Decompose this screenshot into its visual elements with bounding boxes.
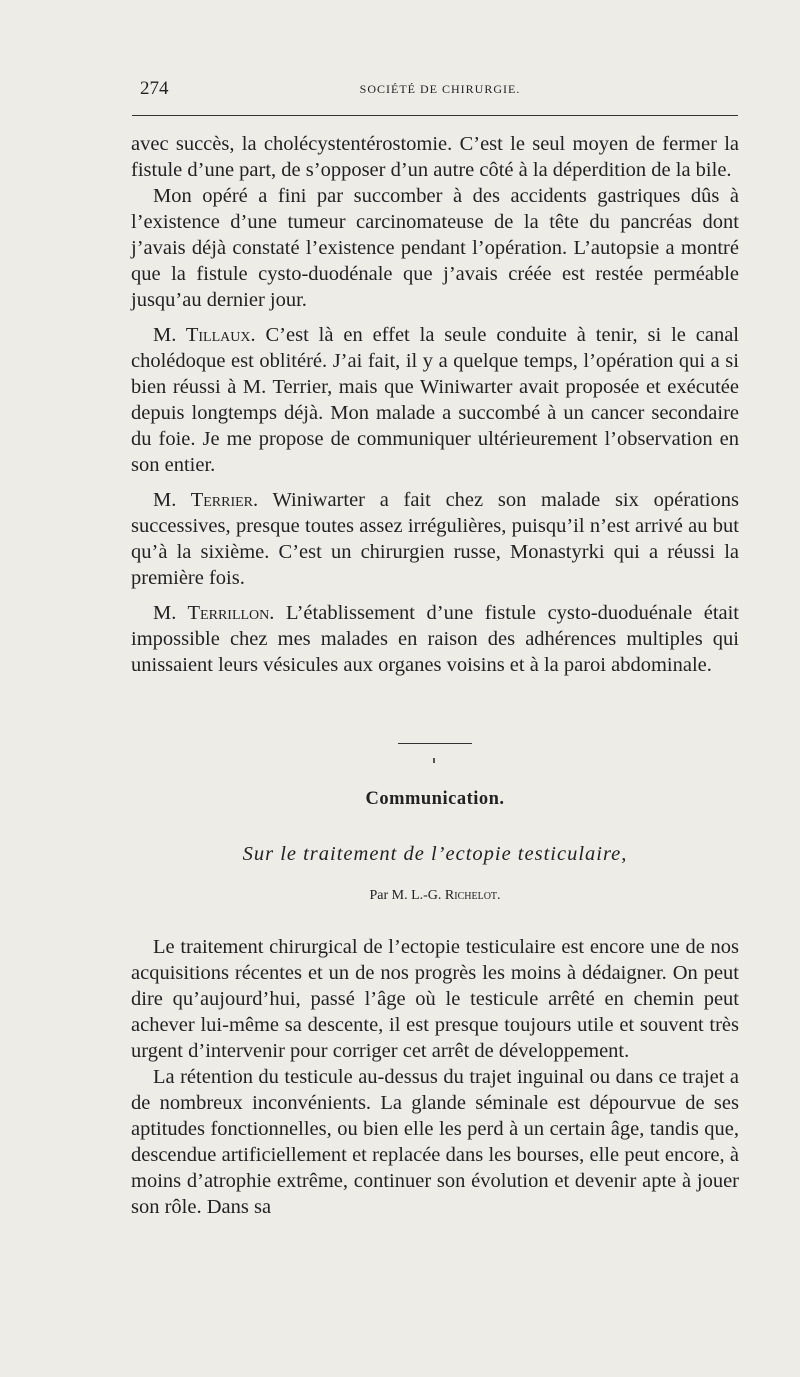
paragraph: La rétention du testicule au-dessus du trajet inguinal ou dans ce trajet a de nombreux inconvénients. La glande séminale est dépourvue de ses aptitudes fonctionnelles, ou bien elle les perd à un certain âge, tandis que, descendue artificiellement et replacée dans les bourses, elle peut encore, à moins d’atrophie extrême, continuer son évolution et devenir apte à jouer son rôle. Dans sa [131, 1066, 739, 1218]
author-name: L.-G. Richelot. [411, 888, 501, 903]
remark-text: C’est là en effet la seule conduite à tenir, si le canal cholédoque est oblitéré. J’ai fait, il y a quelque temps, l’opération qui a si bien réussi à M. Terrier, mais que Winiwarter avait proposée et exécutée depuis longtemps déjà. Mon malade a succombé à un cancer secondaire du foie. Je me propose de communiquer ultérieurement l’observation en son entier. [131, 324, 740, 476]
speaker-name: M. Tillaux. [153, 324, 256, 346]
remark-terrillon [131, 600, 739, 678]
running-title: SOCIÉTÉ DE CHIRURGIE. [359, 82, 521, 96]
paragraph: Mon opéré a fini par succomber à des accidents gastriques dûs à l’existence d’une tumeur carcinomateuse de la tête du pancréas dont j’avais déjà constaté l’existence pendant l’opération. L’autopsie a montré que la fistule cysto-duodénale que j’avais créée est restée perméable jusqu’au dernier jour. [131, 185, 739, 311]
byline [0, 888, 800, 904]
section-heading: Communication. [365, 789, 505, 809]
speaker-name: M. Terrillon. [153, 602, 275, 624]
article-title: Sur le traitement de l’ectopie testiculaire, [242, 843, 628, 865]
speaker-name: M. Terrier. [153, 489, 259, 511]
page-number: 274 [140, 78, 169, 99]
section-separator [398, 743, 472, 744]
separator-mark [433, 758, 435, 763]
discussion-body [131, 131, 739, 678]
paragraph: avec succès, la cholécystentérostomie. C’est le seul moyen de fermer la fistule d’une part, de s’opposer d’un autre côté à la déperdition de la bile. [131, 133, 739, 181]
byline-prefix: Par M. [369, 888, 412, 903]
header-rule [132, 115, 738, 116]
article-body [131, 934, 739, 1220]
page-header [140, 78, 740, 102]
remark-text: Winiwarter a fait chez son malade six opérations successives, presque toutes assez irrégulières, puisqu’il n’est arrivé au but qu’à la sixième. C’est un chirurgien russe, Monastyrki qui a réussi la première fois. [131, 489, 739, 589]
remark-text: L’établissement d’une fistule cysto-duoduénale était impossible chez mes malades en raison des adhérences multiples qui unissaient leurs vésicules aux organes voisins et à la paroi abdominale. [131, 602, 740, 676]
remark-terrier [131, 487, 739, 591]
remark-tillaux [131, 322, 739, 478]
paragraph: Le traitement chirurgical de l’ectopie testiculaire est encore une de nos acquisitions récentes et un de nos progrès les moins à dédaigner. On peut dire qu’aujourd’hui, passé l’âge où le testicule arrêté en chemin peut achever lui-même sa descente, il est presque toujours utile et souvent très urgent d’intervenir pour corriger cet arrêt de développement. [131, 936, 739, 1062]
